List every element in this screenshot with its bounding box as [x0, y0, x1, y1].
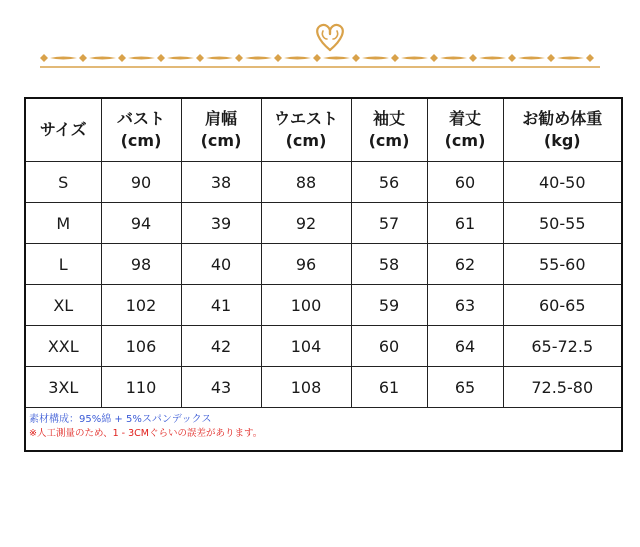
- value-cell: 40-50: [503, 162, 622, 203]
- column-header-title: 肩幅: [204, 109, 237, 128]
- value-cell: 62: [427, 244, 503, 285]
- value-cell: 98: [101, 244, 181, 285]
- divider-link: [401, 57, 428, 60]
- table-row: [25, 162, 622, 203]
- divider-diamond: [313, 54, 321, 62]
- divider-chain: [40, 54, 594, 62]
- size-cell: S: [25, 162, 101, 203]
- column-header: [261, 98, 351, 162]
- divider-diamond: [547, 54, 555, 62]
- divider-link: [362, 57, 389, 60]
- column-header: [25, 98, 101, 162]
- divider-diamond: [391, 54, 399, 62]
- value-cell: 43: [181, 367, 261, 408]
- column-header-unit: (cm): [120, 131, 162, 150]
- divider-link: [440, 57, 467, 60]
- divider-link: [128, 57, 155, 60]
- column-header: [427, 98, 503, 162]
- value-cell: 58: [351, 244, 427, 285]
- value-cell: 100: [261, 285, 351, 326]
- value-cell: 104: [261, 326, 351, 367]
- value-cell: 57: [351, 203, 427, 244]
- divider-diamond: [508, 54, 516, 62]
- value-cell: 92: [261, 203, 351, 244]
- value-cell: 88: [261, 162, 351, 203]
- divider-link: [206, 57, 233, 60]
- value-cell: 55-60: [503, 244, 622, 285]
- material-note: 素材構成：95%綿 + 5%スパンデックス: [29, 414, 212, 425]
- value-cell: 41: [181, 285, 261, 326]
- value-cell: 65-72.5: [503, 326, 622, 367]
- divider-link: [518, 57, 545, 60]
- divider-link: [479, 57, 506, 60]
- divider-link: [50, 57, 77, 60]
- value-cell: 42: [181, 326, 261, 367]
- divider-link: [89, 57, 116, 60]
- column-header-title: お勧め体重: [522, 109, 603, 128]
- column-header-unit: (cm): [444, 131, 486, 150]
- divider-diamond: [586, 54, 594, 62]
- divider-diamond: [157, 54, 165, 62]
- value-cell: 106: [101, 326, 181, 367]
- value-cell: 56: [351, 162, 427, 203]
- column-header-unit: (cm): [200, 131, 242, 150]
- table-row: [25, 244, 622, 285]
- column-header: [351, 98, 427, 162]
- table-row: [25, 285, 622, 326]
- value-cell: 96: [261, 244, 351, 285]
- divider-diamond: [352, 54, 360, 62]
- divider-diamond: [40, 54, 48, 62]
- size-cell: XXL: [25, 326, 101, 367]
- value-cell: 72.5-80: [503, 367, 622, 408]
- value-cell: 64: [427, 326, 503, 367]
- divider-diamond: [274, 54, 282, 62]
- table-row: [25, 326, 622, 367]
- column-header-title: ウエスト: [273, 109, 338, 128]
- divider-link: [167, 57, 194, 60]
- header-ornament: [0, 0, 640, 80]
- divider-diamond: [196, 54, 204, 62]
- divider-link: [557, 57, 584, 60]
- divider-diamond: [469, 54, 477, 62]
- divider-diamond: [235, 54, 243, 62]
- value-cell: 60: [427, 162, 503, 203]
- divider-diamond: [118, 54, 126, 62]
- column-header-unit: (cm): [368, 131, 410, 150]
- value-cell: 90: [101, 162, 181, 203]
- value-cell: 50-55: [503, 203, 622, 244]
- header-row: [25, 98, 622, 162]
- table-row: [25, 367, 622, 408]
- divider-link: [284, 57, 311, 60]
- divider-link: [245, 57, 272, 60]
- size-table: [24, 97, 623, 452]
- divider-diamond: [79, 54, 87, 62]
- column-header-title: 袖丈: [372, 109, 405, 128]
- column-header: [101, 98, 181, 162]
- value-cell: 102: [101, 285, 181, 326]
- value-cell: 40: [181, 244, 261, 285]
- value-cell: 110: [101, 367, 181, 408]
- size-cell: L: [25, 244, 101, 285]
- column-header-title: サイズ: [39, 120, 87, 139]
- value-cell: 94: [101, 203, 181, 244]
- column-header-unit: (cm): [285, 131, 327, 150]
- value-cell: 108: [261, 367, 351, 408]
- value-cell: 65: [427, 367, 503, 408]
- notes-cell: [25, 408, 622, 452]
- column-header-title: バスト: [116, 109, 165, 128]
- column-header-title: 着丈: [448, 109, 481, 128]
- value-cell: 39: [181, 203, 261, 244]
- size-cell: 3XL: [25, 367, 101, 408]
- notes-row: [25, 408, 622, 452]
- value-cell: 38: [181, 162, 261, 203]
- size-cell: XL: [25, 285, 101, 326]
- measurement-warning: ※人工測量のため、1 - 3CMぐらいの誤差があります。: [29, 428, 263, 439]
- heart-ornament-icon: [317, 25, 343, 50]
- value-cell: 60: [351, 326, 427, 367]
- divider-link: [323, 57, 350, 60]
- column-header: [181, 98, 261, 162]
- value-cell: 61: [427, 203, 503, 244]
- size-cell: M: [25, 203, 101, 244]
- value-cell: 60-65: [503, 285, 622, 326]
- value-cell: 61: [351, 367, 427, 408]
- column-header-unit: (kg): [543, 131, 581, 150]
- table-row: [25, 203, 622, 244]
- value-cell: 59: [351, 285, 427, 326]
- value-cell: 63: [427, 285, 503, 326]
- column-header: [503, 98, 622, 162]
- divider-diamond: [430, 54, 438, 62]
